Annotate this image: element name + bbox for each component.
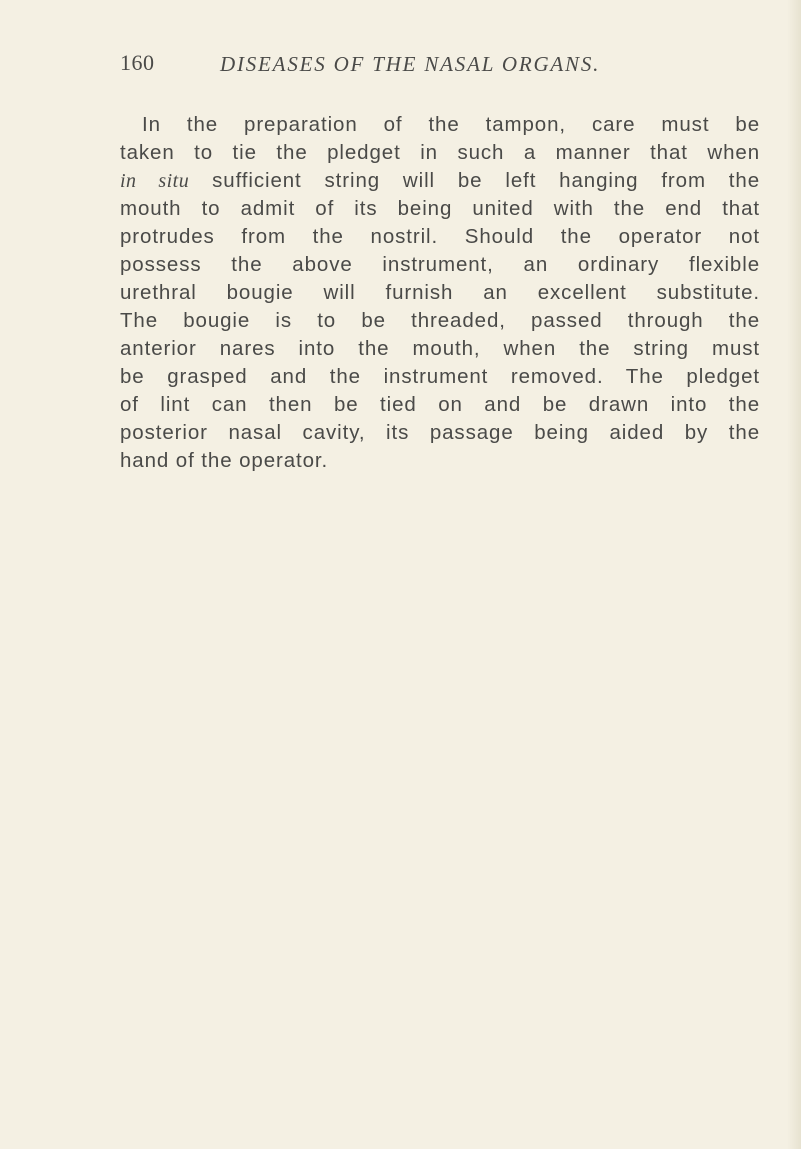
running-head [120, 50, 760, 86]
page-number: 160 [120, 50, 155, 75]
page-edge-shadow [787, 0, 801, 1149]
text-line: posterior nasal cavity, its passage being aided by the [120, 421, 760, 444]
running-title: DISEASES OF THE NASAL ORGANS. [220, 52, 601, 76]
text-line: be grasped and the instrument removed. The pledget [120, 365, 760, 388]
text-line: protrudes from the nostril. Should the operator not [120, 225, 760, 248]
text-line: urethral bougie will furnish an excellent substitute. [120, 281, 760, 304]
text-line: of lint can then be tied on and be drawn into the [120, 393, 760, 416]
text-line: hand of the operator. [120, 449, 329, 472]
text-line: taken to tie the pledget in such a manner that when [120, 141, 760, 164]
text-line: mouth to admit of its being united with the end that [120, 197, 760, 220]
italic-phrase: in situ [120, 170, 190, 192]
text-line: possess the above instrument, an ordinary flexible [120, 253, 760, 276]
text-line: The bougie is to be threaded, passed through the [120, 309, 760, 332]
text-line: In the preparation of the tampon, care must be [142, 113, 760, 136]
text-line: in situ sufficient string will be left hanging from the [120, 169, 760, 192]
body-paragraph [120, 111, 760, 475]
text-line: anterior nares into the mouth, when the string must [120, 337, 760, 360]
